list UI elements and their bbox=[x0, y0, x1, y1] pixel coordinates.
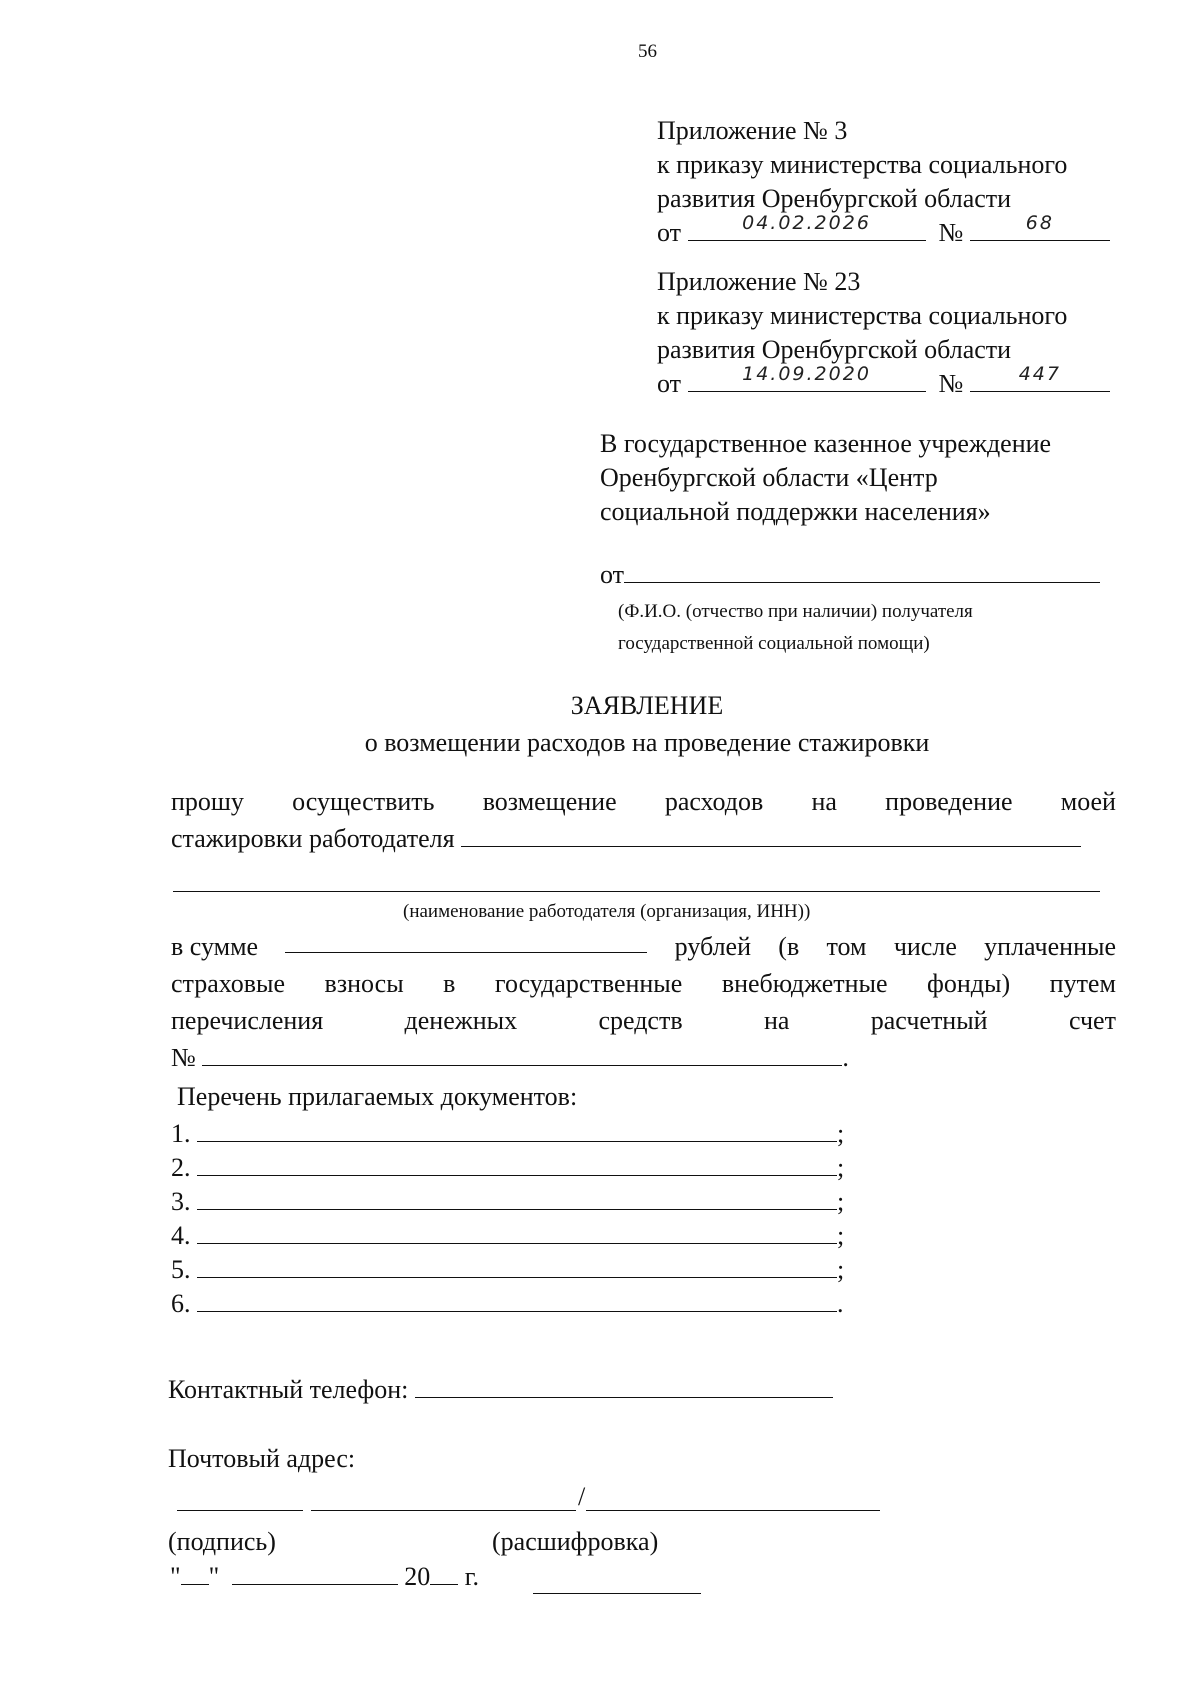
appendix-2-from-label: от bbox=[657, 369, 682, 398]
decode-label: (расшифровка) bbox=[492, 1527, 659, 1556]
account-line bbox=[171, 1041, 849, 1075]
document-item-number: 3. bbox=[171, 1187, 191, 1216]
employer-hint: (наименование работодателя (организация, ИНН)) bbox=[403, 901, 811, 922]
document-item-end: ; bbox=[837, 1255, 845, 1284]
word: рублей bbox=[674, 932, 751, 961]
appendix-1-date-field bbox=[688, 212, 926, 241]
document-item bbox=[171, 1117, 844, 1151]
date-quote-close: " bbox=[208, 1562, 220, 1591]
appendix-2-title: Приложение № 23 bbox=[657, 267, 861, 296]
word: перечисления bbox=[171, 1006, 324, 1035]
document-item bbox=[171, 1185, 844, 1219]
appendix-1-number-field bbox=[970, 212, 1110, 241]
word: счет bbox=[1068, 1006, 1116, 1035]
appendix-1-no-label: № bbox=[938, 218, 964, 247]
document-item-number: 4. bbox=[171, 1221, 191, 1250]
appendix-2-date: 14.09.2020 bbox=[742, 363, 871, 385]
document-item bbox=[171, 1253, 844, 1287]
phone-line bbox=[168, 1373, 833, 1407]
document-subtitle: о возмещении расходов на проведение стажировки bbox=[364, 728, 930, 757]
word: страховые bbox=[171, 969, 286, 998]
appendix-1 bbox=[657, 114, 1110, 250]
appendix-2-line1: к приказу министерства социального bbox=[657, 301, 1068, 330]
document-item-field bbox=[197, 1187, 837, 1210]
decode-field bbox=[586, 1510, 880, 1511]
word: внебюджетные bbox=[721, 969, 888, 998]
date-signature-field bbox=[533, 1593, 701, 1594]
appendix-2-line2: развития Оренбургской области bbox=[657, 335, 1012, 364]
appendix-1-line2: развития Оренбургской области bbox=[657, 184, 1012, 213]
appendix-2-number-field bbox=[970, 363, 1110, 392]
document-item-field bbox=[197, 1221, 837, 1244]
day-field bbox=[181, 1562, 209, 1585]
word: средств bbox=[598, 1006, 683, 1035]
document-item-field bbox=[197, 1153, 837, 1176]
account-field bbox=[202, 1043, 842, 1066]
account-end: . bbox=[842, 1043, 849, 1072]
date-quote-open: " bbox=[170, 1562, 181, 1591]
word: денежных bbox=[404, 1006, 518, 1035]
year-field bbox=[430, 1562, 458, 1585]
phone-field bbox=[415, 1375, 833, 1398]
appendix-2-ref bbox=[657, 363, 1110, 401]
phone-label: Контактный телефон: bbox=[168, 1375, 409, 1404]
document-item-field bbox=[197, 1255, 837, 1278]
documents-label: Перечень прилагаемых документов: bbox=[177, 1082, 578, 1111]
applicant-from-label: от bbox=[600, 560, 625, 589]
word: на bbox=[811, 787, 837, 816]
applicant-name-field bbox=[624, 560, 1100, 583]
request-line-1 bbox=[171, 785, 1116, 819]
transfer-line bbox=[171, 1004, 1116, 1038]
document-item-end: ; bbox=[837, 1221, 845, 1250]
appendix-1-date: 04.02.2026 bbox=[742, 212, 871, 234]
appendix-1-from-label: от bbox=[657, 218, 682, 247]
word: (в bbox=[778, 932, 800, 961]
account-label: № bbox=[171, 1043, 196, 1072]
word: взносы bbox=[324, 969, 404, 998]
document-item-number: 5. bbox=[171, 1255, 191, 1284]
word: на bbox=[763, 1006, 790, 1035]
sum-line bbox=[171, 930, 1116, 964]
sum-field bbox=[285, 930, 647, 953]
insurance-line bbox=[171, 967, 1116, 1001]
appendix-1-number: 68 bbox=[1025, 212, 1054, 234]
address-label: Почтовый адрес: bbox=[168, 1444, 356, 1473]
addressee-block bbox=[600, 427, 1051, 529]
word: моей bbox=[1060, 787, 1116, 816]
appendix-2-date-field bbox=[688, 363, 926, 392]
word: расходов bbox=[664, 787, 764, 816]
document-item-end: ; bbox=[837, 1153, 845, 1182]
word: государственные bbox=[494, 969, 683, 998]
appendix-2 bbox=[657, 265, 1110, 401]
appendix-1-ref bbox=[657, 212, 1110, 250]
word: том bbox=[826, 932, 867, 961]
document-item-field bbox=[197, 1289, 837, 1312]
document-item bbox=[171, 1151, 844, 1185]
addressee-line3: социальной поддержки населения» bbox=[600, 497, 991, 526]
word: осуществить bbox=[292, 787, 435, 816]
addressee-line1: В государственное казенное учреждение bbox=[600, 429, 1052, 458]
word: числе bbox=[893, 932, 957, 961]
document-item-number: 6. bbox=[171, 1289, 191, 1318]
applicant-hint-line1: (Ф.И.О. (отчество при наличии) получателя bbox=[618, 601, 973, 622]
document-item-field bbox=[197, 1119, 837, 1142]
request-line-2 bbox=[171, 822, 1081, 856]
document-item-number: 1. bbox=[171, 1119, 191, 1148]
page-number: 56 bbox=[638, 41, 657, 62]
sum-label: в сумме bbox=[171, 932, 259, 961]
date-line bbox=[170, 1560, 479, 1594]
applicant-from-row bbox=[600, 558, 1100, 592]
word: возмещение bbox=[482, 787, 617, 816]
year-suffix: г. bbox=[464, 1562, 479, 1591]
document-item-end: ; bbox=[837, 1187, 845, 1216]
word: прошу bbox=[171, 787, 244, 816]
signature-field bbox=[177, 1510, 303, 1511]
document-item-end: ; bbox=[837, 1119, 845, 1148]
applicant-hint-line2: государственной социальной помощи) bbox=[618, 633, 930, 654]
document-item-end: . bbox=[837, 1289, 844, 1318]
month-field bbox=[232, 1562, 398, 1585]
employer-label: стажировки работодателя bbox=[171, 824, 455, 853]
document-item bbox=[171, 1219, 844, 1253]
document-title: ЗАЯВЛЕНИЕ bbox=[570, 691, 724, 720]
appendix-2-no-label: № bbox=[938, 369, 964, 398]
addressee-line2: Оренбургской области «Центр bbox=[600, 463, 938, 492]
appendix-1-line1: к приказу министерства социального bbox=[657, 150, 1068, 179]
document-item bbox=[171, 1287, 844, 1321]
employer-field bbox=[461, 824, 1081, 847]
word: уплаченные bbox=[984, 932, 1116, 961]
word: путем bbox=[1049, 969, 1116, 998]
document-item-number: 2. bbox=[171, 1153, 191, 1182]
year-prefix: 20 bbox=[404, 1562, 431, 1591]
signature-label: (подпись) bbox=[168, 1527, 276, 1556]
documents-list bbox=[171, 1117, 844, 1321]
word: фонды) bbox=[927, 969, 1011, 998]
employer-field-line-2 bbox=[173, 891, 1100, 892]
word: расчетный bbox=[870, 1006, 988, 1035]
applicant-hint bbox=[618, 596, 973, 660]
word: в bbox=[443, 969, 456, 998]
appendix-2-number: 447 bbox=[1018, 363, 1061, 385]
address-field bbox=[311, 1510, 576, 1511]
word: проведение bbox=[885, 787, 1013, 816]
slash-separator: / bbox=[578, 1482, 586, 1511]
appendix-1-title: Приложение № 3 bbox=[657, 116, 848, 145]
